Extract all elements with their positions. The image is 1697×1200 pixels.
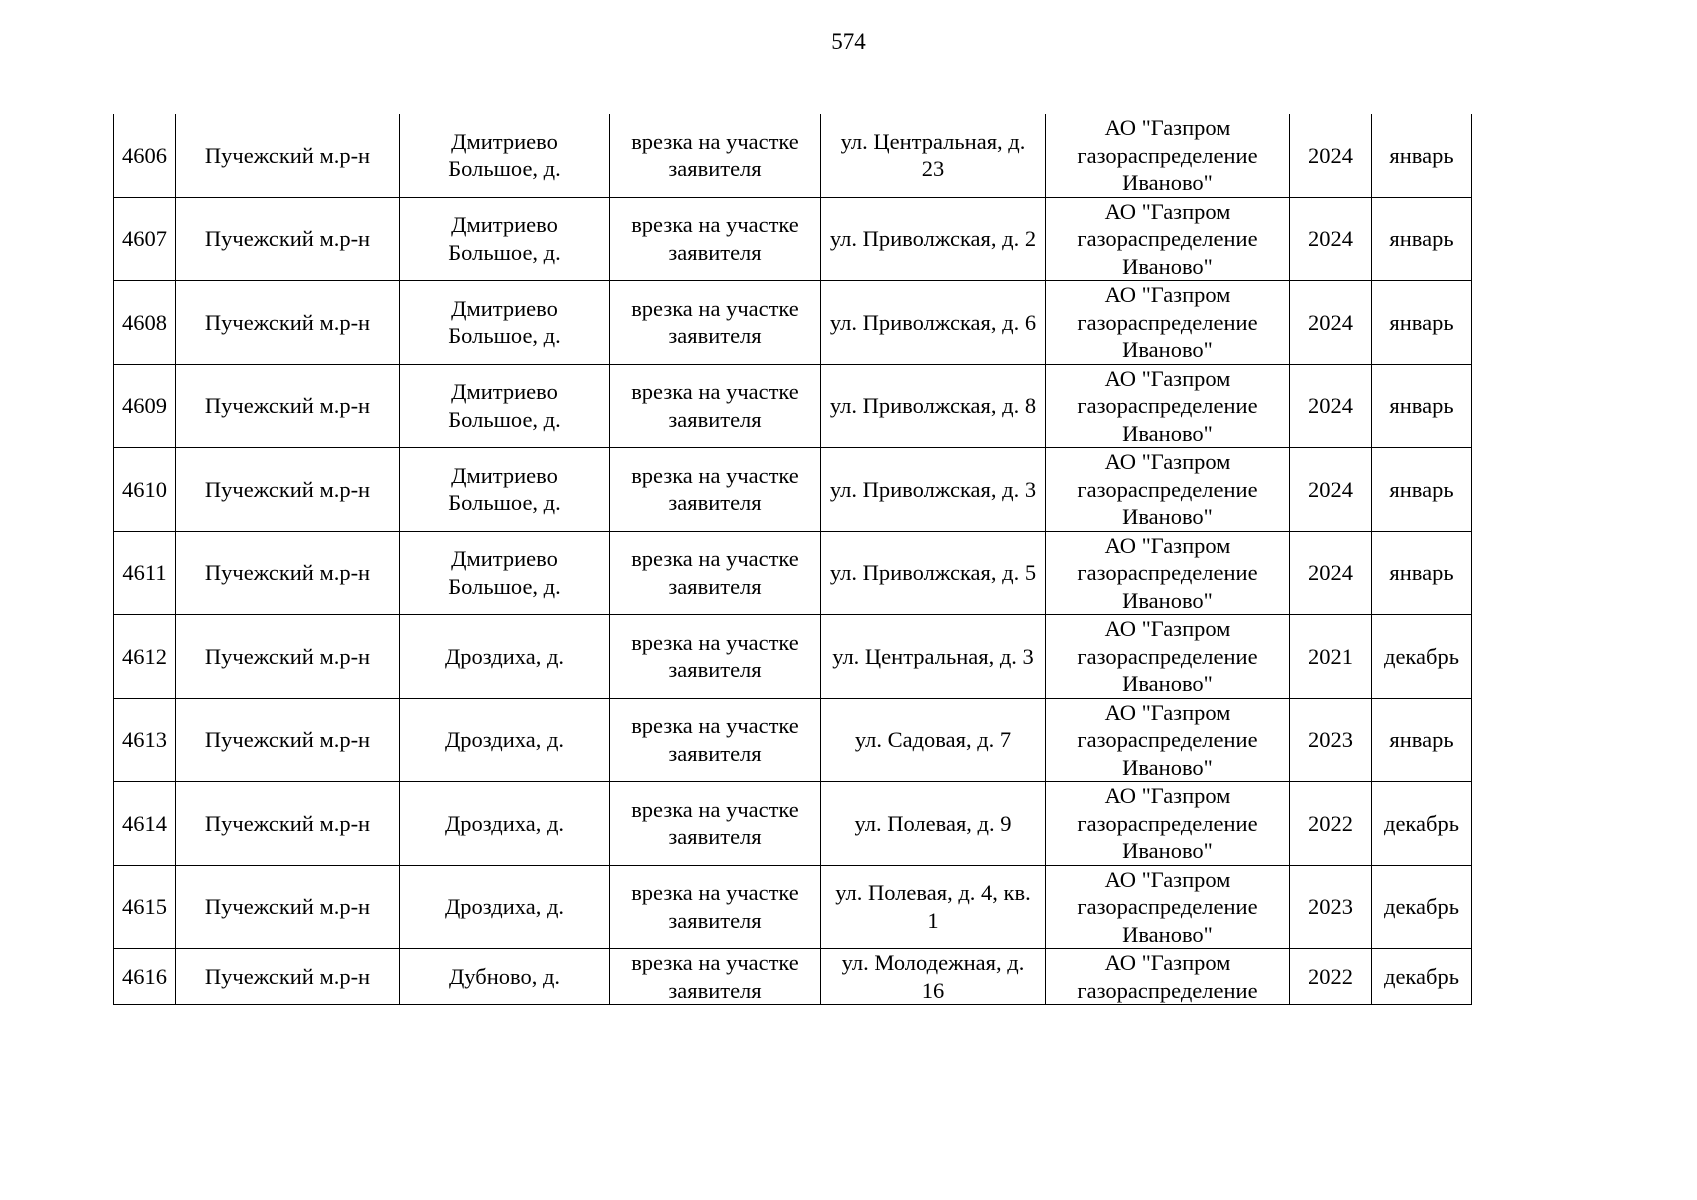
cell-organization: АО "Газпром газораспределение Иваново" (1046, 531, 1290, 615)
cell-locality: Дмитриево Большое, д. (400, 197, 610, 281)
cell-address: ул. Полевая, д. 4, кв. 1 (821, 865, 1046, 949)
cell-number: 4614 (114, 782, 176, 866)
cell-year: 2024 (1290, 531, 1372, 615)
cell-district: Пучежский м.р-н (176, 698, 400, 782)
cell-organization: АО "Газпром газораспределение Иваново" (1046, 448, 1290, 532)
cell-year: 2023 (1290, 698, 1372, 782)
cell-address: ул. Центральная, д. 3 (821, 615, 1046, 699)
table-row (114, 197, 1472, 281)
cell-locality: Дроздиха, д. (400, 782, 610, 866)
cell-address: ул. Приволжская, д. 8 (821, 364, 1046, 448)
cell-address: ул. Приволжская, д. 5 (821, 531, 1046, 615)
table-row (114, 865, 1472, 949)
cell-locality: Дроздиха, д. (400, 865, 610, 949)
cell-month: декабрь (1372, 615, 1472, 699)
cell-locality: Дроздиха, д. (400, 615, 610, 699)
cell-locality: Дмитриево Большое, д. (400, 448, 610, 532)
cell-number: 4606 (114, 114, 176, 197)
cell-work-type: врезка на участке заявителя (610, 281, 821, 365)
cell-organization: АО "Газпром газораспределение Иваново" (1046, 615, 1290, 699)
table-row (114, 698, 1472, 782)
cell-locality: Дмитриево Большое, д. (400, 364, 610, 448)
cell-work-type: врезка на участке заявителя (610, 865, 821, 949)
cell-organization: АО "Газпром газораспределение Иваново" (1046, 114, 1290, 197)
cell-number: 4613 (114, 698, 176, 782)
cell-year: 2024 (1290, 364, 1372, 448)
cell-number: 4608 (114, 281, 176, 365)
cell-district: Пучежский м.р-н (176, 114, 400, 197)
cell-number: 4609 (114, 364, 176, 448)
cell-month: январь (1372, 698, 1472, 782)
cell-month: январь (1372, 448, 1472, 532)
cell-month: январь (1372, 281, 1472, 365)
cell-work-type: врезка на участке заявителя (610, 531, 821, 615)
cell-work-type: врезка на участке заявителя (610, 782, 821, 866)
cell-month: декабрь (1372, 782, 1472, 866)
gasification-table (113, 114, 1472, 1005)
cell-month: декабрь (1372, 949, 1472, 1005)
cell-month: январь (1372, 197, 1472, 281)
cell-year: 2023 (1290, 865, 1372, 949)
cell-district: Пучежский м.р-н (176, 448, 400, 532)
cell-number: 4616 (114, 949, 176, 1005)
cell-organization: АО "Газпром газораспределение Иваново" (1046, 782, 1290, 866)
cell-work-type: врезка на участке заявителя (610, 615, 821, 699)
table-row (114, 448, 1472, 532)
cell-organization: АО "Газпром газораспределение Иваново" (1046, 865, 1290, 949)
table-row (114, 615, 1472, 699)
cell-month: январь (1372, 364, 1472, 448)
cell-month: январь (1372, 531, 1472, 615)
cell-locality: Дмитриево Большое, д. (400, 531, 610, 615)
cell-number: 4612 (114, 615, 176, 699)
cell-address: ул. Приволжская, д. 2 (821, 197, 1046, 281)
cell-number: 4611 (114, 531, 176, 615)
cell-work-type: врезка на участке заявителя (610, 364, 821, 448)
table-row (114, 782, 1472, 866)
cell-address: ул. Полевая, д. 9 (821, 782, 1046, 866)
cell-number: 4607 (114, 197, 176, 281)
table-row (114, 364, 1472, 448)
cell-district: Пучежский м.р-н (176, 197, 400, 281)
cell-locality: Дмитриево Большое, д. (400, 114, 610, 197)
cell-month: декабрь (1372, 865, 1472, 949)
cell-district: Пучежский м.р-н (176, 364, 400, 448)
table-row (114, 281, 1472, 365)
cell-number: 4615 (114, 865, 176, 949)
cell-organization: АО "Газпром газораспределение Иваново" (1046, 698, 1290, 782)
cell-district: Пучежский м.р-н (176, 782, 400, 866)
cell-district: Пучежский м.р-н (176, 949, 400, 1005)
cell-locality: Дубново, д. (400, 949, 610, 1005)
cell-month: январь (1372, 114, 1472, 197)
cell-district: Пучежский м.р-н (176, 865, 400, 949)
cell-district: Пучежский м.р-н (176, 531, 400, 615)
cell-year: 2024 (1290, 114, 1372, 197)
table-row (114, 114, 1472, 197)
table-row (114, 531, 1472, 615)
cell-work-type: врезка на участке заявителя (610, 949, 821, 1005)
cell-organization: АО "Газпром газораспределение Иваново" (1046, 364, 1290, 448)
table-body (114, 114, 1472, 1005)
page-number: 574 (831, 29, 866, 54)
cell-year: 2022 (1290, 949, 1372, 1005)
cell-year: 2024 (1290, 448, 1372, 532)
cell-work-type: врезка на участке заявителя (610, 448, 821, 532)
cell-work-type: врезка на участке заявителя (610, 114, 821, 197)
cell-address: ул. Садовая, д. 7 (821, 698, 1046, 782)
cell-address: ул. Молодежная, д. 16 (821, 949, 1046, 1005)
cell-address: ул. Приволжская, д. 3 (821, 448, 1046, 532)
cell-year: 2022 (1290, 782, 1372, 866)
cell-organization: АО "Газпром газораспределение Иваново" (1046, 197, 1290, 281)
cell-number: 4610 (114, 448, 176, 532)
cell-year: 2024 (1290, 281, 1372, 365)
cell-locality: Дроздиха, д. (400, 698, 610, 782)
cell-district: Пучежский м.р-н (176, 281, 400, 365)
cell-address: ул. Приволжская, д. 6 (821, 281, 1046, 365)
cell-year: 2021 (1290, 615, 1372, 699)
cell-year: 2024 (1290, 197, 1372, 281)
cell-address: ул. Центральная, д. 23 (821, 114, 1046, 197)
table-row (114, 949, 1472, 1005)
cell-locality: Дмитриево Большое, д. (400, 281, 610, 365)
cell-district: Пучежский м.р-н (176, 615, 400, 699)
cell-organization: АО "Газпром газораспределение Иваново" (1046, 281, 1290, 365)
cell-work-type: врезка на участке заявителя (610, 698, 821, 782)
cell-work-type: врезка на участке заявителя (610, 197, 821, 281)
cell-organization: АО "Газпром газораспределение (1046, 949, 1290, 1005)
